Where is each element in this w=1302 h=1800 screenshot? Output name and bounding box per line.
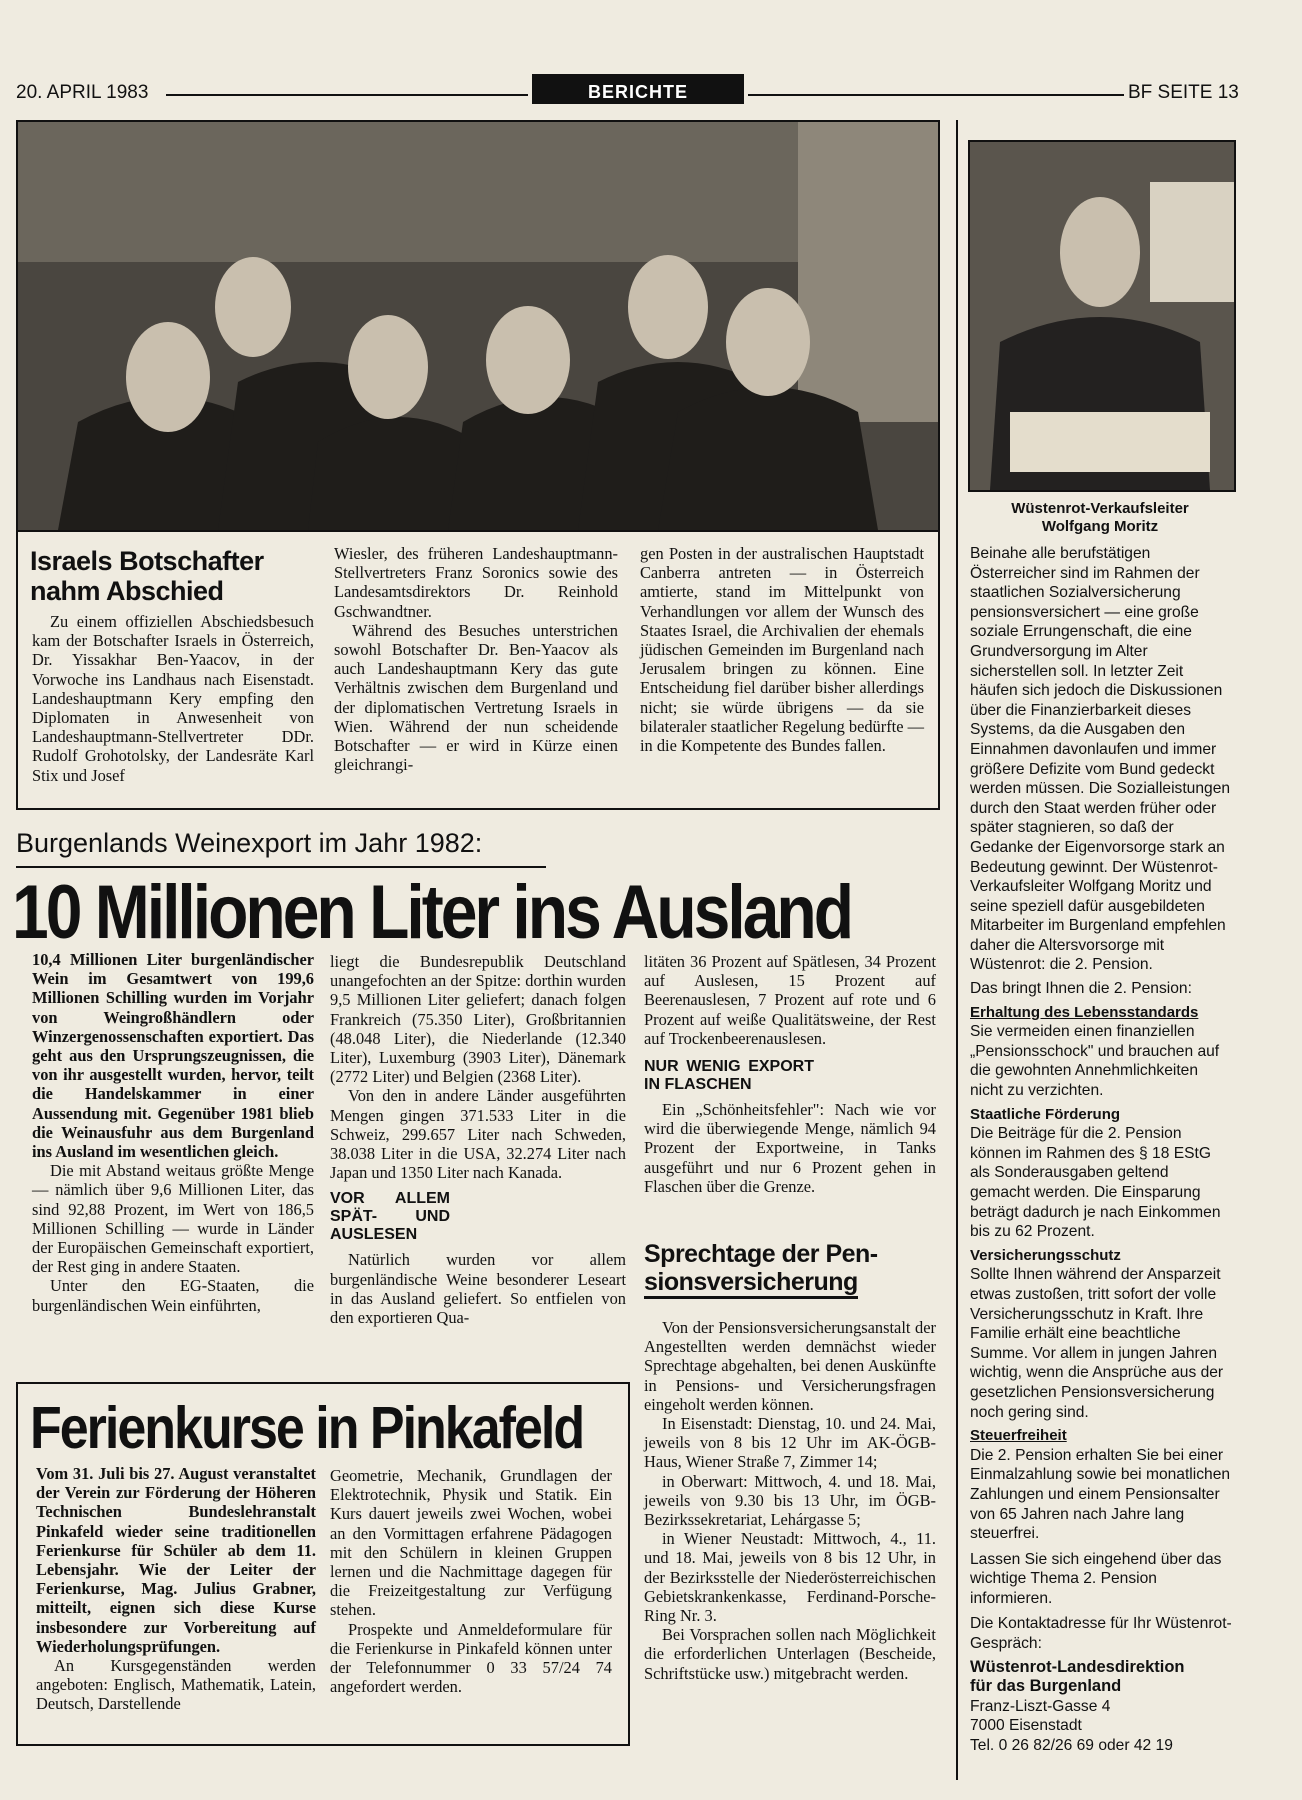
wuestenrot-heading-2: Staatliche Förderung (970, 1105, 1121, 1123)
pension-body (644, 1318, 936, 1683)
ferien-headline: Ferienkurse in Pinkafeld (30, 1395, 584, 1462)
wine-col3-p2: Ein „Schönheitsfehler": Nach wie vor wird die überwiegende Menge, nämlich 94 Prozent der Exportweine, in Tanks ausgeführt und nur 6 Prozent gehen in Flaschen über die Grenze. (644, 1100, 936, 1196)
ferien-col2-p1: Geometrie, Mechanik, Grundlagen der Elektrotechnik, Physik und Statik. Ein Kurs dauert jeweils zwei Wochen, wobei an den Vormittagen erfahrene Pädagogen mit den Schülern in kleinen Gruppen lernen und die Nachmittage dagegen für die Freizeitgestaltung zur Verfügung stehen. (330, 1466, 612, 1620)
israel-col2 (334, 544, 618, 774)
wuestenrot-address-city: 7000 Eisenstadt (970, 1717, 1082, 1735)
israel-col3-text: gen Posten in der australischen Hauptstadt Canberra antreten — in Österreich amtierte, stand im Mittelpunkt von Verhandlungen vor allem der Wunsch des Staates Israel, die Archivalien der ehemals jüdischen Gemeinden im Burgenland nach Jerusalem bringen zu können. Eine Entscheidung fiel darüber bisher allerdings nicht; sie würde übrigens — da sie bilateraler staatlicher Regelung bedürfte — in die Kompetente des Bundes fallen. (640, 544, 924, 756)
wuestenrot-text-1: Sie vermeiden einen finanziellen „Pensionsschock" und brauchen auf die gewohnten Annehmlichkeiten nicht zu verzichten. (970, 1023, 1220, 1100)
wine-col2-p3: Natürlich wurden vor allem burgenländische Weine besonderer Leseart in das Ausland geliefert. So entfielen von den exportieren Qua- (330, 1250, 626, 1328)
israel-col3 (640, 544, 924, 755)
wine-col1-p3: Unter den EG-Staaten, die burgenländischen Wein einführten, (32, 1276, 314, 1315)
wuestenrot-address-street: Franz-Liszt-Gasse 4 (970, 1697, 1111, 1715)
pension-headline-line2: sionsversicherung (644, 1268, 858, 1299)
wuestenrot-text-4: Die 2. Pension erhalten Sie bei einer Einmalzahlung sowie bei monatlichen Zahlungen und einem Pensionsalter von 65 Jahren nach Jahre lang steuerfrei. (970, 1446, 1231, 1543)
pension-p1: Von der Pensionsversicherungsanstalt der Angestellten werden demnächst wieder Sprechtage abgehalten, bei denen Auskünfte in Pensions- und Versicherungsfragen eingeholt werden können. (644, 1318, 936, 1414)
wine-headline: 10 Millionen Liter ins Ausland (12, 869, 852, 955)
wine-kicker (16, 828, 482, 859)
wine-kicker-text: Burgenlands Weinexport im Jahr 1982: (16, 828, 483, 858)
pension-headline-line1: Sprechtage der Pen- (644, 1240, 878, 1268)
ferien-col2-p2: Prospekte und Anmeldeformulare für die Ferienkurse in Pinkafeld können unter der Telefonnummer 0 33 57/24 74 angefordert werden. (330, 1619, 612, 1697)
israel-headline-line2: nahm Abschied (30, 576, 224, 606)
group-photo-icon (18, 122, 938, 530)
wine-col2-p2: Von den in andere Länder ausgeführten Mengen gingen 371.533 Liter in die Schweiz, 299.657 Liter nach Schweden, 38.038 Liter in die USA, 32.274 Liter nach Japan und 1350 Liter nach Kanada. (330, 1086, 626, 1183)
side-caption (968, 500, 1232, 536)
wine-col2-subhead: VOR ALLEM SPÄT- UND AUSLESEN (330, 1190, 450, 1244)
pension-p3: in Oberwart: Mittwoch, 4. und 18. Mai, jeweils von 9.30 bis 13 Uhr, im ÖGB-Bezirkssekretariat, Lehárgasse 5; (644, 1471, 936, 1530)
wine-col3 (644, 952, 936, 1196)
side-caption-line2: Wolfgang Moritz (1041, 518, 1159, 535)
page-number: BF SEITE 13 (1128, 82, 1239, 103)
wine-col2 (330, 952, 626, 1327)
pension-p2: In Eisenstadt: Dienstag, 10. und 24. Mai, jeweils von 8 bis 12 Uhr im AK-ÖGB-Haus, Wiener Straße 7, Zimmer 14; (644, 1414, 936, 1472)
wuestenrot-contact-heading-1: Wüstenrot-Landesdirektion (970, 1657, 1185, 1676)
wuestenrot-text-3: Sollte Ihnen während der Ansparzeit etwas zustoßen, tritt sofort der volle Versicherungsschutz in Kraft. Ihre Familie erhält eine beachtliche Summe. Vor allem in jungen Jahren wichtig, wenn die Ansprüche aus der gesetzlichen Pensionsversicherung noch gering sind. (970, 1266, 1224, 1421)
israel-col2-text-b: Während des Besuches unterstrichen sowohl Botschafter Dr. Ben-Yaacov als auch Landeshauptmann Kery das gute Verhältnis zwischen dem Burgenland und der diplomatischen Vertretung Israels in Wien. Während der nun scheidende Botschafter — er wird in Kürze einen gleichrangi- (334, 620, 618, 775)
wine-col1 (32, 950, 314, 1315)
wine-col3-p1: litäten 36 Prozent auf Spätlesen, 34 Prozent auf Auslesen, 15 Prozent auf Beerenauslesen, 7 Prozent auf rote und 6 Prozent auf weiße Qualitätsweine, der Rest auf Trockenbeerenauslesen. (644, 952, 936, 1048)
pension-p5: Bei Vorsprachen sollen nach Möglichkeit die erforderlichen Unterlagen (Bescheide, Schriftstücke usw.) mitgebracht werden. (644, 1625, 936, 1683)
issue-date: 20. APRIL 1983 (16, 82, 149, 103)
wuestenrot-column (970, 544, 1232, 1756)
section-tag: BERICHTE (532, 74, 744, 104)
header-rule-right (748, 94, 1124, 96)
wuestenrot-address-phone: Tel. 0 26 82/26 69 oder 42 19 (970, 1737, 1173, 1755)
israel-col1 (32, 612, 314, 785)
wuestenrot-heading-1: Erhaltung des Lebensstandards (970, 1003, 1199, 1021)
right-column-rule (956, 120, 958, 1780)
israel-col2-text-a: Wiesler, des früheren Landeshauptmann-Stellvertreters Franz Soronics sowie des Landesamtsdirektors Dr. Reinhold Gschwandtner. (334, 544, 618, 621)
pension-p4: in Wiener Neustadt: Mittwoch, 4., 11. und 18. Mai, jeweils von 8 bis 12 Uhr, in der Bezirksstelle der Niederösterreichischen Gebietskrankenkasse, Ferdinand-Porsche-Ring Nr. 3. (644, 1529, 936, 1626)
ferien-col1-p2: An Kursgegenständen werden angeboten: Englisch, Mathematik, Latein, Deutsch, Darstellende (36, 1656, 316, 1714)
wuestenrot-contact-heading-2: für das Burgenland (970, 1677, 1122, 1696)
wuestenrot-intro: Beinahe alle berufstätigen Österreicher sind im Rahmen der staatlichen Sozialversicherung pensionsversichert — eine große soziale Errungenschaft, die eine Grundversorgung im Alter sicherstellen soll. In letzter Zeit häufen sich jedoch die Diskussionen über die Finanzierbarkeit dieses Systems, da die Ausgaben den Einnahmen davonlaufen und immer größere Defizite vom Bund gedeckt werden müssen. Die Sozialleistungen durch den Staat werden früher oder später stagnieren, so daß der Gedanke der Eigenvorsorge stark an Bedeutung gewinnt. Der Wüstenrot-Verkaufsleiter Wolfgang Moritz und seine speziell dafür ausgebildeten Mitarbeiter im Burgenland empfehlen daher die Altersvorsorge mit Wüstenrot: die 2. Pension. (970, 545, 1231, 974)
group-photo (16, 120, 940, 532)
side-caption-line1: Wüstenrot-Verkaufsleiter (1011, 500, 1189, 517)
wuestenrot-bring: Das bringt Ihnen die 2. Pension: (970, 980, 1192, 998)
wuestenrot-heading-4: Steuerfreiheit (970, 1427, 1067, 1445)
israel-col1-text: Zu einem offiziellen Abschiedsbesuch kam der Botschafter Israels in Österreich, Dr. Yissakhar Ben-Yaacov, in der Vorwoche ins Landhaus nach Eisenstadt. Landeshauptmann Kery empfing den Diplomaten in Anwesenheit von Landeshauptmann-Stellvertreter DDr. Rudolf Grohotolsky, der Landesräte Karl Stix und Josef (32, 612, 314, 785)
wuestenrot-text-2: Die Beiträge für die 2. Pension können im Rahmen des § 18 EStG als Sonderausgaben geltend gemacht werden. Die Einsparung beträgt dadurch je nach Einkommen bis zu 62 Prozent. (970, 1125, 1221, 1241)
ferien-col1-lead: Vom 31. Juli bis 27. August veranstaltet der Verein zur Förderung der Höheren Technischen Bundeslehranstalt Pinkafeld wieder seine traditionellen Ferienkurse für Schüler ab dem 11. Lebensjahr. Wie der Leiter der Ferienkurse, Mag. Julius Grabner, mitteilt, eignen sich diese Kurse insbesondere zur Vorbereitung auf Wiederholungsprüfungen. (36, 1464, 316, 1656)
wine-col3-subhead: NUR WENIG EXPORT IN FLASCHEN (644, 1058, 814, 1094)
portrait-photo-icon (970, 142, 1234, 490)
wine-col1-p2: Die mit Abstand weitaus größte Menge — nämlich über 9,6 Millionen Liter, das sind 92,88 Prozent, im Wert von 186,5 Millionen Schilling — wurde in Länder der Europäischen Gemeinschaft exportiert, der Rest ging in andere Staaten. (32, 1161, 314, 1277)
israel-headline (30, 546, 320, 606)
wuestenrot-text-6: Die Kontaktadresse für Ihr Wüstenrot-Gespräch: (970, 1615, 1232, 1653)
wuestenrot-text-5: Lassen Sie sich eingehend über das wichtige Thema 2. Pension informieren. (970, 1550, 1222, 1607)
pension-headline (644, 1240, 936, 1299)
wuestenrot-heading-3: Versicherungsschutz (970, 1246, 1121, 1264)
wine-col1-lead: 10,4 Millionen Liter burgenländischer Wein im Gesamtwert von 199,6 Millionen Schilling wurden im Vorjahr von Weingroßhändlern oder Winzergenossenschaften exportiert. Das geht aus den Ursprungszeugnissen, die von ihr ausgestellt wurden, hervor, teilt die Handelskammer in einer Aussendung mit. Gegenüber 1981 blieb die Weinausfuhr aus dem Burgenland ins Ausland im wesentlichen gleich. (32, 950, 314, 1162)
israel-headline-line1: Israels Botschafter (30, 546, 264, 576)
wine-col2-p1: liegt die Bundesrepublik Deutschland unangefochten an der Spitze: dorthin wurden 9,5 Millionen Liter geliefert; danach folgen Frankreich (75.350 Liter), Großbritannien (48.048 Liter), die Niederlande (12.340 Liter), Luxemburg (3903 Liter), Dänemark (2772 Liter) und Belgien (2368 Liter). (330, 952, 626, 1087)
ferien-col1 (36, 1464, 316, 1714)
header-rule-left (166, 94, 528, 96)
ferien-col2 (330, 1466, 612, 1696)
portrait-photo (968, 140, 1236, 492)
